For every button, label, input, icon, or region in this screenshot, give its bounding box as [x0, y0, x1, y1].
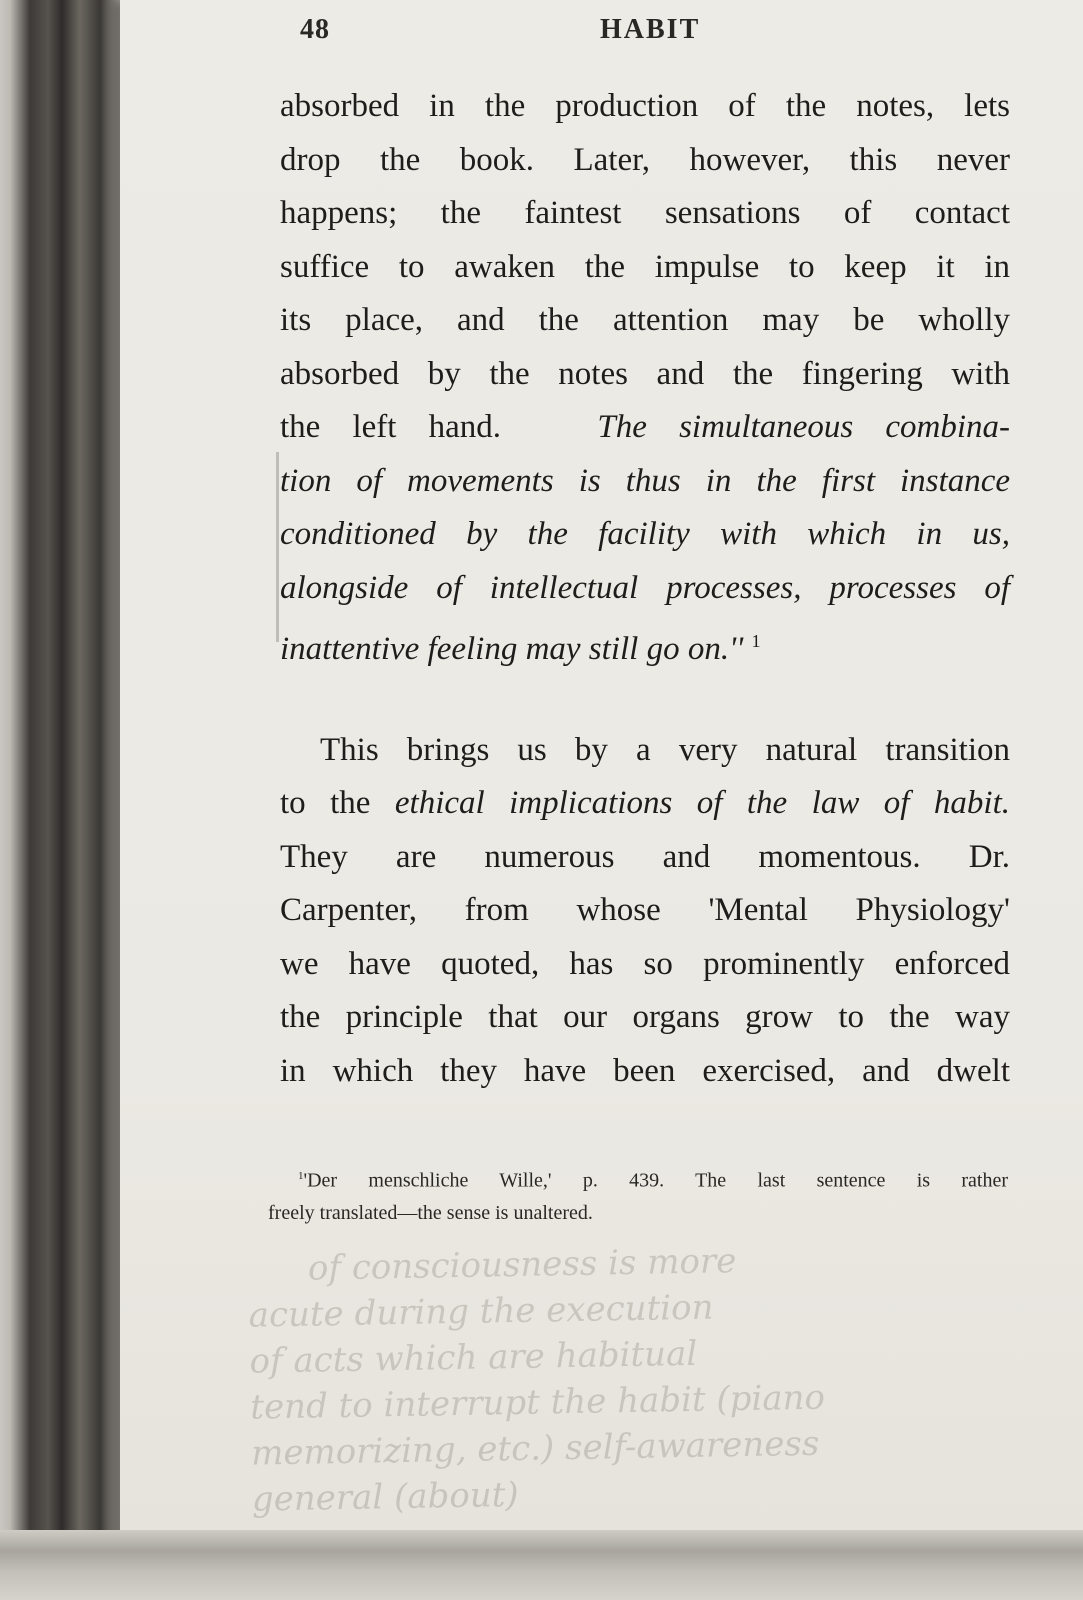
- handwritten-note: [248, 1233, 1013, 1536]
- text-line: They are numerous and momentous. Dr.: [280, 838, 1010, 875]
- handwritten-line: tend to interrupt the habit (piano: [249, 1377, 826, 1428]
- page-number: 48: [300, 14, 330, 45]
- text-line: absorbed by the notes and the fingering with: [280, 355, 1010, 392]
- text-line-italic: tion of movements is thus in the first instance: [280, 462, 1010, 499]
- footnote: [268, 1160, 1008, 1229]
- footnote-line: [268, 1160, 1008, 1197]
- text-line-italic: alongside of intellectual processes, processes of: [280, 569, 1010, 606]
- paragraph-gap: [280, 669, 1010, 724]
- running-title: HABIT: [600, 14, 701, 45]
- text-line: happens; the faintest sensations of contact: [280, 195, 1010, 231]
- handwritten-line: of consciousness is more: [307, 1241, 737, 1289]
- text-line-italic: conditioned by the facility with which in us,: [280, 516, 1010, 552]
- page-bottom-shadow: [0, 1530, 1083, 1600]
- handwritten-line: general (about): [251, 1474, 519, 1520]
- text-roman: the left hand.: [280, 409, 501, 445]
- text-roman: to the: [280, 785, 371, 821]
- text-line: Carpenter, from whose 'Mental Physiology': [280, 892, 1010, 928]
- text-italic: ethical implications of the law of habit.: [394, 785, 1010, 821]
- handwritten-line: memorizing, etc.) self-awareness: [250, 1423, 820, 1474]
- text-line: absorbed in the production of the notes, lets: [280, 88, 1010, 124]
- page-edges: [0, 0, 130, 1540]
- footnote-marker: 1: [298, 1170, 304, 1182]
- text-line: in which they have been exercised, and dwelt: [280, 1052, 1010, 1089]
- text-italic: inattentive feeling may still go on.'': [280, 631, 752, 667]
- running-head: [300, 14, 1000, 54]
- body-text: [280, 80, 1010, 1098]
- footnote-text: 'Der menschliche Wille,' p. 439. The last sentence is rather: [303, 1169, 1008, 1192]
- text-line: its place, and the attention may be wholly: [280, 302, 1010, 338]
- text-line: [280, 401, 1010, 455]
- margin-mark: [276, 452, 279, 642]
- footnote-line: freely translated—the sense is unaltered.: [268, 1201, 593, 1224]
- text-line: suffice to awaken the impulse to keep it in: [280, 248, 1010, 285]
- text-line: drop the book. Later, however, this never: [280, 141, 1010, 178]
- text-line: we have quoted, has so prominently enforced: [280, 945, 1010, 982]
- text-line: [280, 615, 1010, 669]
- text-line: the principle that our organs grow to the way: [280, 999, 1010, 1035]
- text-italic: The simultaneous combina-: [597, 409, 1011, 445]
- text-line: [280, 777, 1010, 831]
- footnote-reference: 1: [751, 631, 761, 651]
- handwritten-line: of acts which are habitual: [249, 1333, 698, 1382]
- handwritten-line: acute during the execution: [248, 1287, 714, 1336]
- text-line: This brings us by a very natural transition: [320, 731, 1010, 768]
